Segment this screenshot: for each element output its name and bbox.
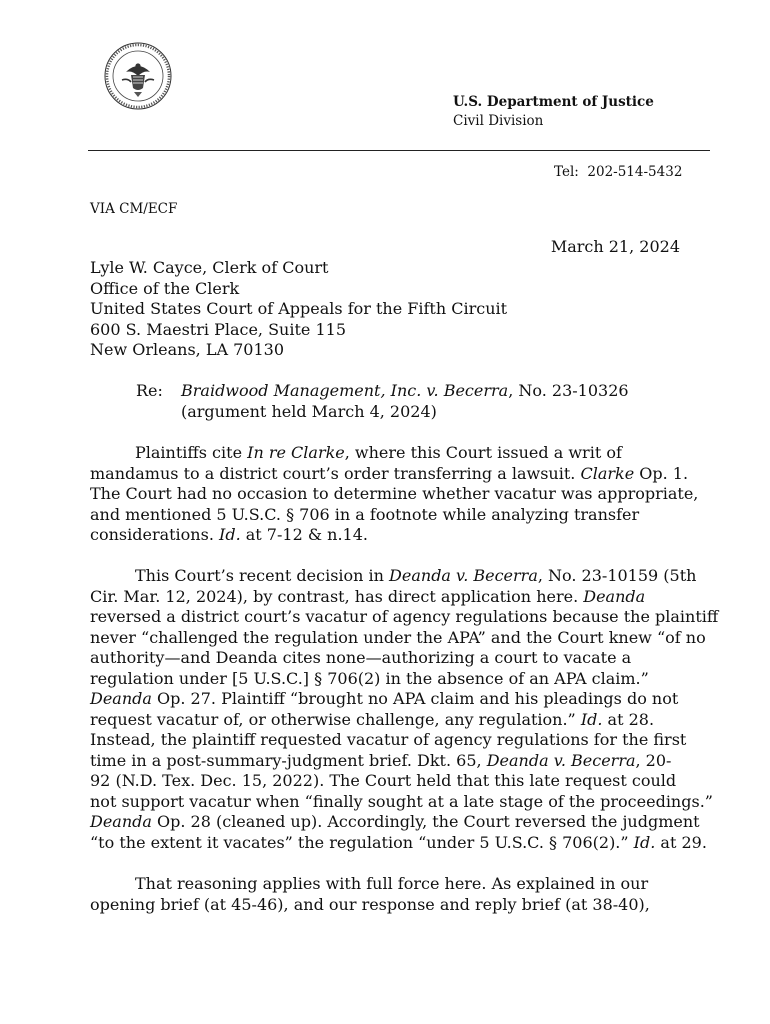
paragraph-reasoning [90,874,650,915]
re-case-line [181,381,629,402]
text-line [90,464,698,485]
text-line: reversed a district court’s vacatur of agency regulations because the plaintiff [90,607,719,626]
text-line: never “challenged the regulation under the APA” and the Court knew “of no [90,627,706,647]
text-line [90,689,718,710]
text-line: The Court had no occasion to determine whether vacatur was appropriate, [90,484,699,503]
text-span: at 7-12 & n.14. [240,525,368,544]
re-subject [181,381,629,422]
recipient-line: New Orleans, LA 70130 [90,340,284,359]
doj-seal-icon [104,42,172,110]
delivery-method: VIA CM/ECF [90,201,178,217]
text-span: , where this Court issued a writ of [344,443,622,462]
recipient-address [90,258,507,361]
case-citation: Deanda [90,812,152,831]
paragraph-clarke [90,443,698,546]
text-line [90,812,718,833]
text-line: 92 (N.D. Tex. Dec. 15, 2022). The Court held that this late request could [90,771,677,790]
text-span: Op. 27. Plaintiff “brought no APA claim and his pleadings do not [151,689,679,708]
text-span: Op. 28 (cleaned up). Accordingly, the Court reversed the judgment [151,812,700,831]
recipient-line: Office of the Clerk [90,278,240,298]
text-line: authority—and Deanda cites none—authorizing a court to vacate a [90,648,632,667]
text-span: Op. 1. [634,463,689,483]
text-line: not support vacatur when “finally sought at a late stage of the proceedings.” [90,791,713,811]
text-span: , No. 23-10159 (5th [537,566,697,585]
text-span: mandamus to a district court’s order transferring a lawsuit. [90,463,581,483]
case-citation: Id. [633,832,656,852]
recipient-line: United States Court of Appeals for the Fifth Circuit [90,299,508,318]
text-line [90,566,718,587]
text-line [90,710,718,731]
case-citation: Deanda [583,586,646,606]
re-label: Re: [136,381,163,400]
text-line: regulation under [5 U.S.C.] § 706(2) in the absence of an APA claim.” [90,668,649,688]
recipient-line: Lyle W. Cayce, Clerk of Court [90,258,329,277]
text-span: considerations. [90,525,219,544]
case-citation: Clarke [580,463,635,483]
case-citation: Id. [580,709,603,729]
text-span: , 20- [635,750,672,770]
text-span: time in a post-summary-judgment brief. Dkt. 65, [90,750,487,770]
text-span: at 28. [602,709,655,729]
paragraph-deanda [90,566,718,853]
telephone-number: Tel: 202-514-5432 [554,164,683,180]
agency-name: U.S. Department of Justice [453,94,654,110]
case-citation: Deanda [90,689,152,708]
letter-date: March 21, 2024 [550,237,680,256]
re-note: (argument held March 4, 2024) [181,401,437,421]
header-divider [88,150,710,151]
text-line [90,443,698,464]
text-span: at 29. [655,832,707,852]
text-span: Plaintiffs cite [135,443,248,462]
text-line: opening brief (at 45-46), and our response and reply brief (at 38-40), [90,894,650,914]
text-line: and mentioned 5 U.S.C. § 706 in a footnote while analyzing transfer [90,504,640,524]
case-citation: Deanda v. Becerra [389,566,538,585]
text-line [90,525,698,546]
case-citation: Id. [219,525,241,544]
case-citation: Deanda v. Becerra [486,750,636,770]
case-number: , No. 23-10326 [508,381,629,400]
text-span: Cir. Mar. 12, 2024), by contrast, has direct application here. [90,586,584,606]
text-line: Instead, the plaintiff requested vacatur of agency regulations for the first [90,730,687,749]
text-span: This Court’s recent decision in [135,566,390,585]
text-line: That reasoning applies with full force here. As explained in our [135,874,649,893]
text-line [90,751,718,772]
case-citation: In re Clarke [247,443,345,462]
division-name: Civil Division [453,113,544,129]
text-span: “to the extent it vacates” the regulation “under 5 U.S.C. § 706(2).” [90,832,634,852]
text-line [90,587,718,608]
recipient-line: 600 S. Maestri Place, Suite 115 [90,319,346,339]
text-line [90,833,718,854]
case-name: Braidwood Management, Inc. v. Becerra [181,381,509,400]
text-span: request vacatur of, or otherwise challenge, any regulation.” [90,709,581,729]
